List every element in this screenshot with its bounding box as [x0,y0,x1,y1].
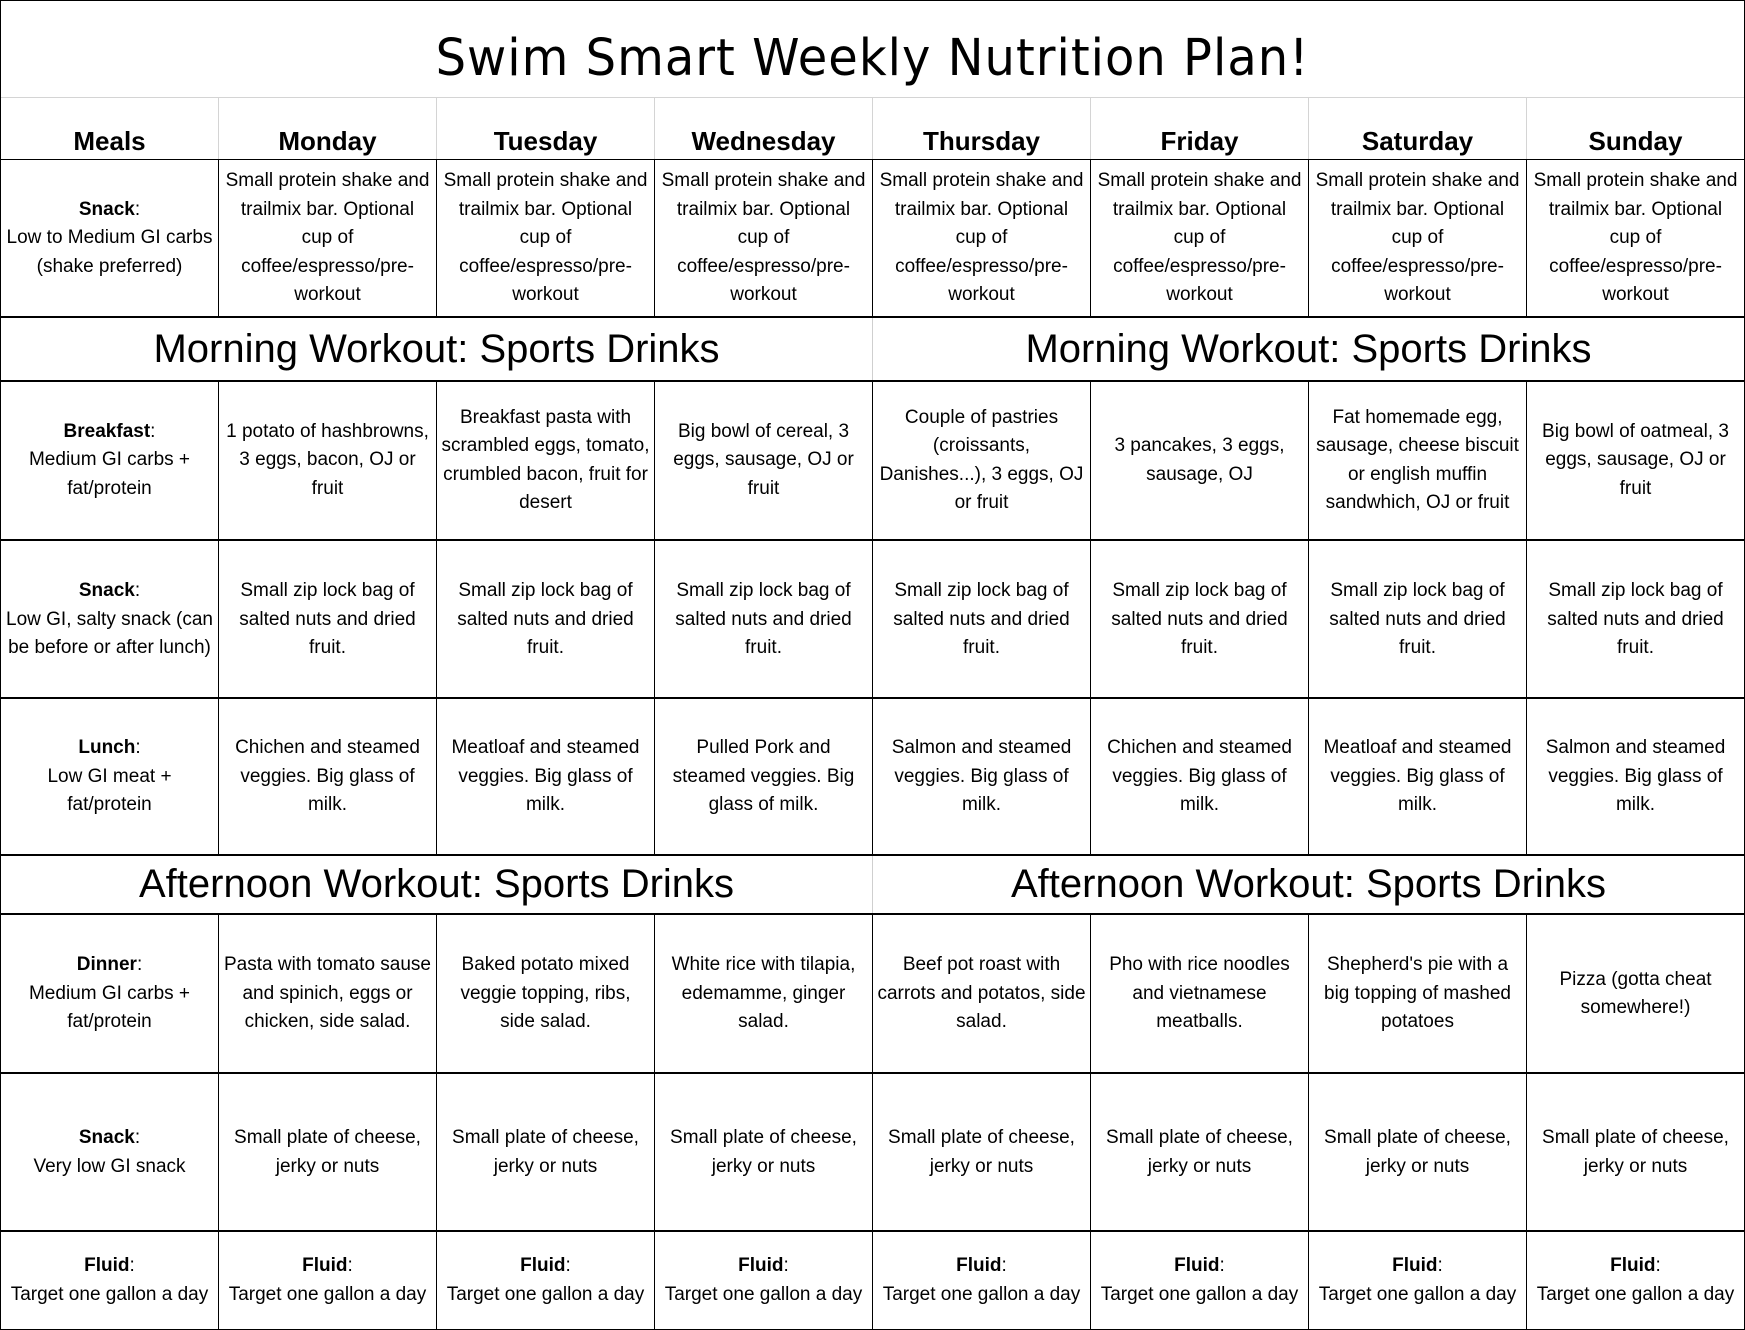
morning-workout-banner [1,316,1744,382]
afternoon-workout-banner [1,854,1744,915]
meal-cell-tuesday: Baked potato mixed veggie topping, ribs, side salad. [437,915,655,1073]
meal-cell-saturday: Small protein shake and trailmix bar. Optional cup of coffee/espresso/pre-workout [1309,160,1527,317]
table-row-breakfast [1,382,1744,539]
meal-cell-friday: Pho with rice noodles and vietnamese meatballs. [1091,915,1309,1073]
column-header-sunday: Sunday [1588,125,1683,156]
row-label-description: Low to Medium GI carbs (shake preferred) [6,227,213,277]
meal-cell-friday: Small plate of cheese, jerky or nuts [1091,1074,1309,1231]
meal-cell-tuesday: Small protein shake and trailmix bar. Optional cup of coffee/espresso/pre-workout [437,160,655,317]
meal-cell-wednesday: Pulled Pork and steamed veggies. Big glass of milk. [655,699,873,855]
row-label-morning-snack: Snack: Low to Medium GI carbs (shake preferred) [1,160,219,317]
meal-cell-sunday: Small zip lock bag of salted nuts and dried fruit. [1547,580,1724,659]
fluid-cell-sunday: Fluid: Target one gallon a day [1536,1255,1735,1305]
row-label-title: Snack [78,580,135,602]
meal-cell-wednesday: Big bowl of cereal, 3 eggs, sausage, OJ or fruit [655,382,873,539]
header-row [1,98,1744,160]
row-label-dinner: Dinner: Medium GI carbs + fat/protein [1,915,219,1073]
fluid-cell-monday: Fluid: Target one gallon a day [219,1232,437,1329]
column-header-thursday: Thursday [873,98,1091,159]
row-label-breakfast: Breakfast: Medium GI carbs + fat/protein [1,382,219,539]
banner-left: Afternoon Workout: Sports Drinks [1,856,873,913]
column-header-wednesday: Wednesday [655,98,873,159]
row-label-description: Medium GI carbs + fat/protein [28,449,191,499]
meal-cell-friday: Chichen and steamed veggies. Big glass of milk. [1091,699,1309,855]
banner-right: Morning Workout: Sports Drinks [1025,326,1592,371]
meal-cell-saturday: Small plate of cheese, jerky or nuts [1309,1074,1527,1231]
meal-cell-sunday: Salmon and steamed veggies. Big glass of milk. [1545,737,1726,816]
row-label-midday-snack: Snack: Low GI, salty snack (can be before or after lunch) [1,541,219,699]
meal-cell-tuesday: Small zip lock bag of salted nuts and dried fruit. [437,541,655,699]
meal-cell-monday: Small zip lock bag of salted nuts and dried fruit. [219,541,437,699]
fluid-cell-thursday: Fluid: Target one gallon a day [873,1232,1091,1329]
row-label-description: Target one gallon a day [10,1283,209,1305]
meal-cell-monday: Small protein shake and trailmix bar. Optional cup of coffee/espresso/pre-workout [219,160,437,317]
meal-cell-saturday: Shepherd's pie with a big topping of mashed potatoes [1309,915,1527,1073]
column-header-saturday: Saturday [1309,98,1527,159]
table-row-lunch [1,697,1744,855]
fluid-cell-friday: Fluid: Target one gallon a day [1091,1232,1309,1329]
page-title: Swim Smart Weekly Nutrition Plan! [435,28,1310,88]
meal-cell-sunday: Small protein shake and trailmix bar. Optional cup of coffee/espresso/pre-workout [1533,170,1738,306]
meal-cell-monday: Small plate of cheese, jerky or nuts [219,1074,437,1231]
meal-cell-friday: Small zip lock bag of salted nuts and dried fruit. [1091,541,1309,699]
meal-cell-saturday: Meatloaf and steamed veggies. Big glass of milk. [1309,699,1527,855]
column-header-meals: Meals [1,98,219,159]
meal-cell-sunday: Small plate of cheese, jerky or nuts [1542,1127,1729,1177]
meal-cell-friday: Small protein shake and trailmix bar. Optional cup of coffee/espresso/pre-workout [1091,160,1309,317]
banner-left: Morning Workout: Sports Drinks [1,318,873,380]
meal-cell-wednesday: Small zip lock bag of salted nuts and dried fruit. [655,541,873,699]
table-row-midday-snack [1,539,1744,699]
row-label-description: Low GI meat + fat/protein [47,765,172,816]
meal-cell-friday: 3 pancakes, 3 eggs, sausage, OJ [1091,382,1309,539]
row-label-description: Medium GI carbs + fat/protein [28,982,191,1033]
title-row [1,1,1744,98]
meal-cell-monday: 1 potato of hashbrowns, 3 eggs, bacon, OJ or fruit [219,382,437,539]
table-row-evening-snack [1,1072,1744,1231]
fluid-cell-wednesday: Fluid: Target one gallon a day [655,1232,873,1329]
table-row-dinner [1,915,1744,1073]
fluid-cell-saturday: Fluid: Target one gallon a day [1309,1232,1527,1329]
fluid-cell-tuesday: Fluid: Target one gallon a day [437,1232,655,1329]
meal-cell-thursday: Salmon and steamed veggies. Big glass of milk. [873,699,1091,855]
table-row-morning-snack [1,160,1744,317]
column-header-monday: Monday [219,98,437,159]
column-header-friday: Friday [1091,98,1309,159]
row-label-title: Breakfast [63,420,151,442]
row-label-title: Dinner [76,954,137,976]
meal-cell-thursday: Small zip lock bag of salted nuts and dried fruit. [873,541,1091,699]
meal-cell-sunday: Pizza (gotta cheat somewhere!) [1559,968,1712,1018]
row-label-title: Snack [78,198,135,220]
meal-cell-thursday: Small plate of cheese, jerky or nuts [873,1074,1091,1231]
row-label-title: Snack [78,1127,135,1148]
row-label-lunch: Lunch: Low GI meat + fat/protein [1,699,219,855]
banner-right: Afternoon Workout: Sports Drinks [1010,862,1607,906]
meal-cell-thursday: Beef pot roast with carrots and potatos, side salad. [873,915,1091,1073]
meal-cell-tuesday: Small plate of cheese, jerky or nuts [437,1074,655,1231]
table-row-fluid [1,1230,1744,1329]
row-label-evening-snack: Snack: Very low GI snack [1,1074,219,1231]
meal-cell-wednesday: White rice with tilapia, edemamme, ginger salad. [655,915,873,1073]
meal-cell-tuesday: Breakfast pasta with scrambled eggs, tomato, crumbled bacon, fruit for desert [437,382,655,539]
meal-cell-saturday: Fat homemade egg, sausage, cheese biscuit or english muffin sandwhich, OJ or fruit [1309,382,1527,539]
meal-cell-sunday: Big bowl of oatmeal, 3 eggs, sausage, OJ or fruit [1542,420,1729,499]
column-header-tuesday: Tuesday [437,98,655,159]
meal-cell-monday: Pasta with tomato sause and spinich, eggs or chicken, side salad. [219,915,437,1073]
meal-cell-tuesday: Meatloaf and steamed veggies. Big glass of milk. [437,699,655,855]
meal-cell-saturday: Small zip lock bag of salted nuts and dried fruit. [1309,541,1527,699]
meal-cell-thursday: Small protein shake and trailmix bar. Optional cup of coffee/espresso/pre-workout [873,160,1091,317]
row-label-title: Lunch [78,737,136,759]
row-label-title: Fluid [84,1255,130,1276]
row-label-fluid: Fluid: Target one gallon a day [1,1232,219,1329]
meal-cell-thursday: Couple of pastries (croissants, Danishes...), 3 eggs, OJ or fruit [873,382,1091,539]
meal-cell-monday: Chichen and steamed veggies. Big glass of milk. [219,699,437,855]
meal-cell-wednesday: Small plate of cheese, jerky or nuts [655,1074,873,1231]
row-label-description: Very low GI snack [33,1155,186,1177]
meal-cell-wednesday: Small protein shake and trailmix bar. Optional cup of coffee/espresso/pre-workout [655,160,873,317]
row-label-description: Low GI, salty snack (can be before or after lunch) [6,608,213,659]
